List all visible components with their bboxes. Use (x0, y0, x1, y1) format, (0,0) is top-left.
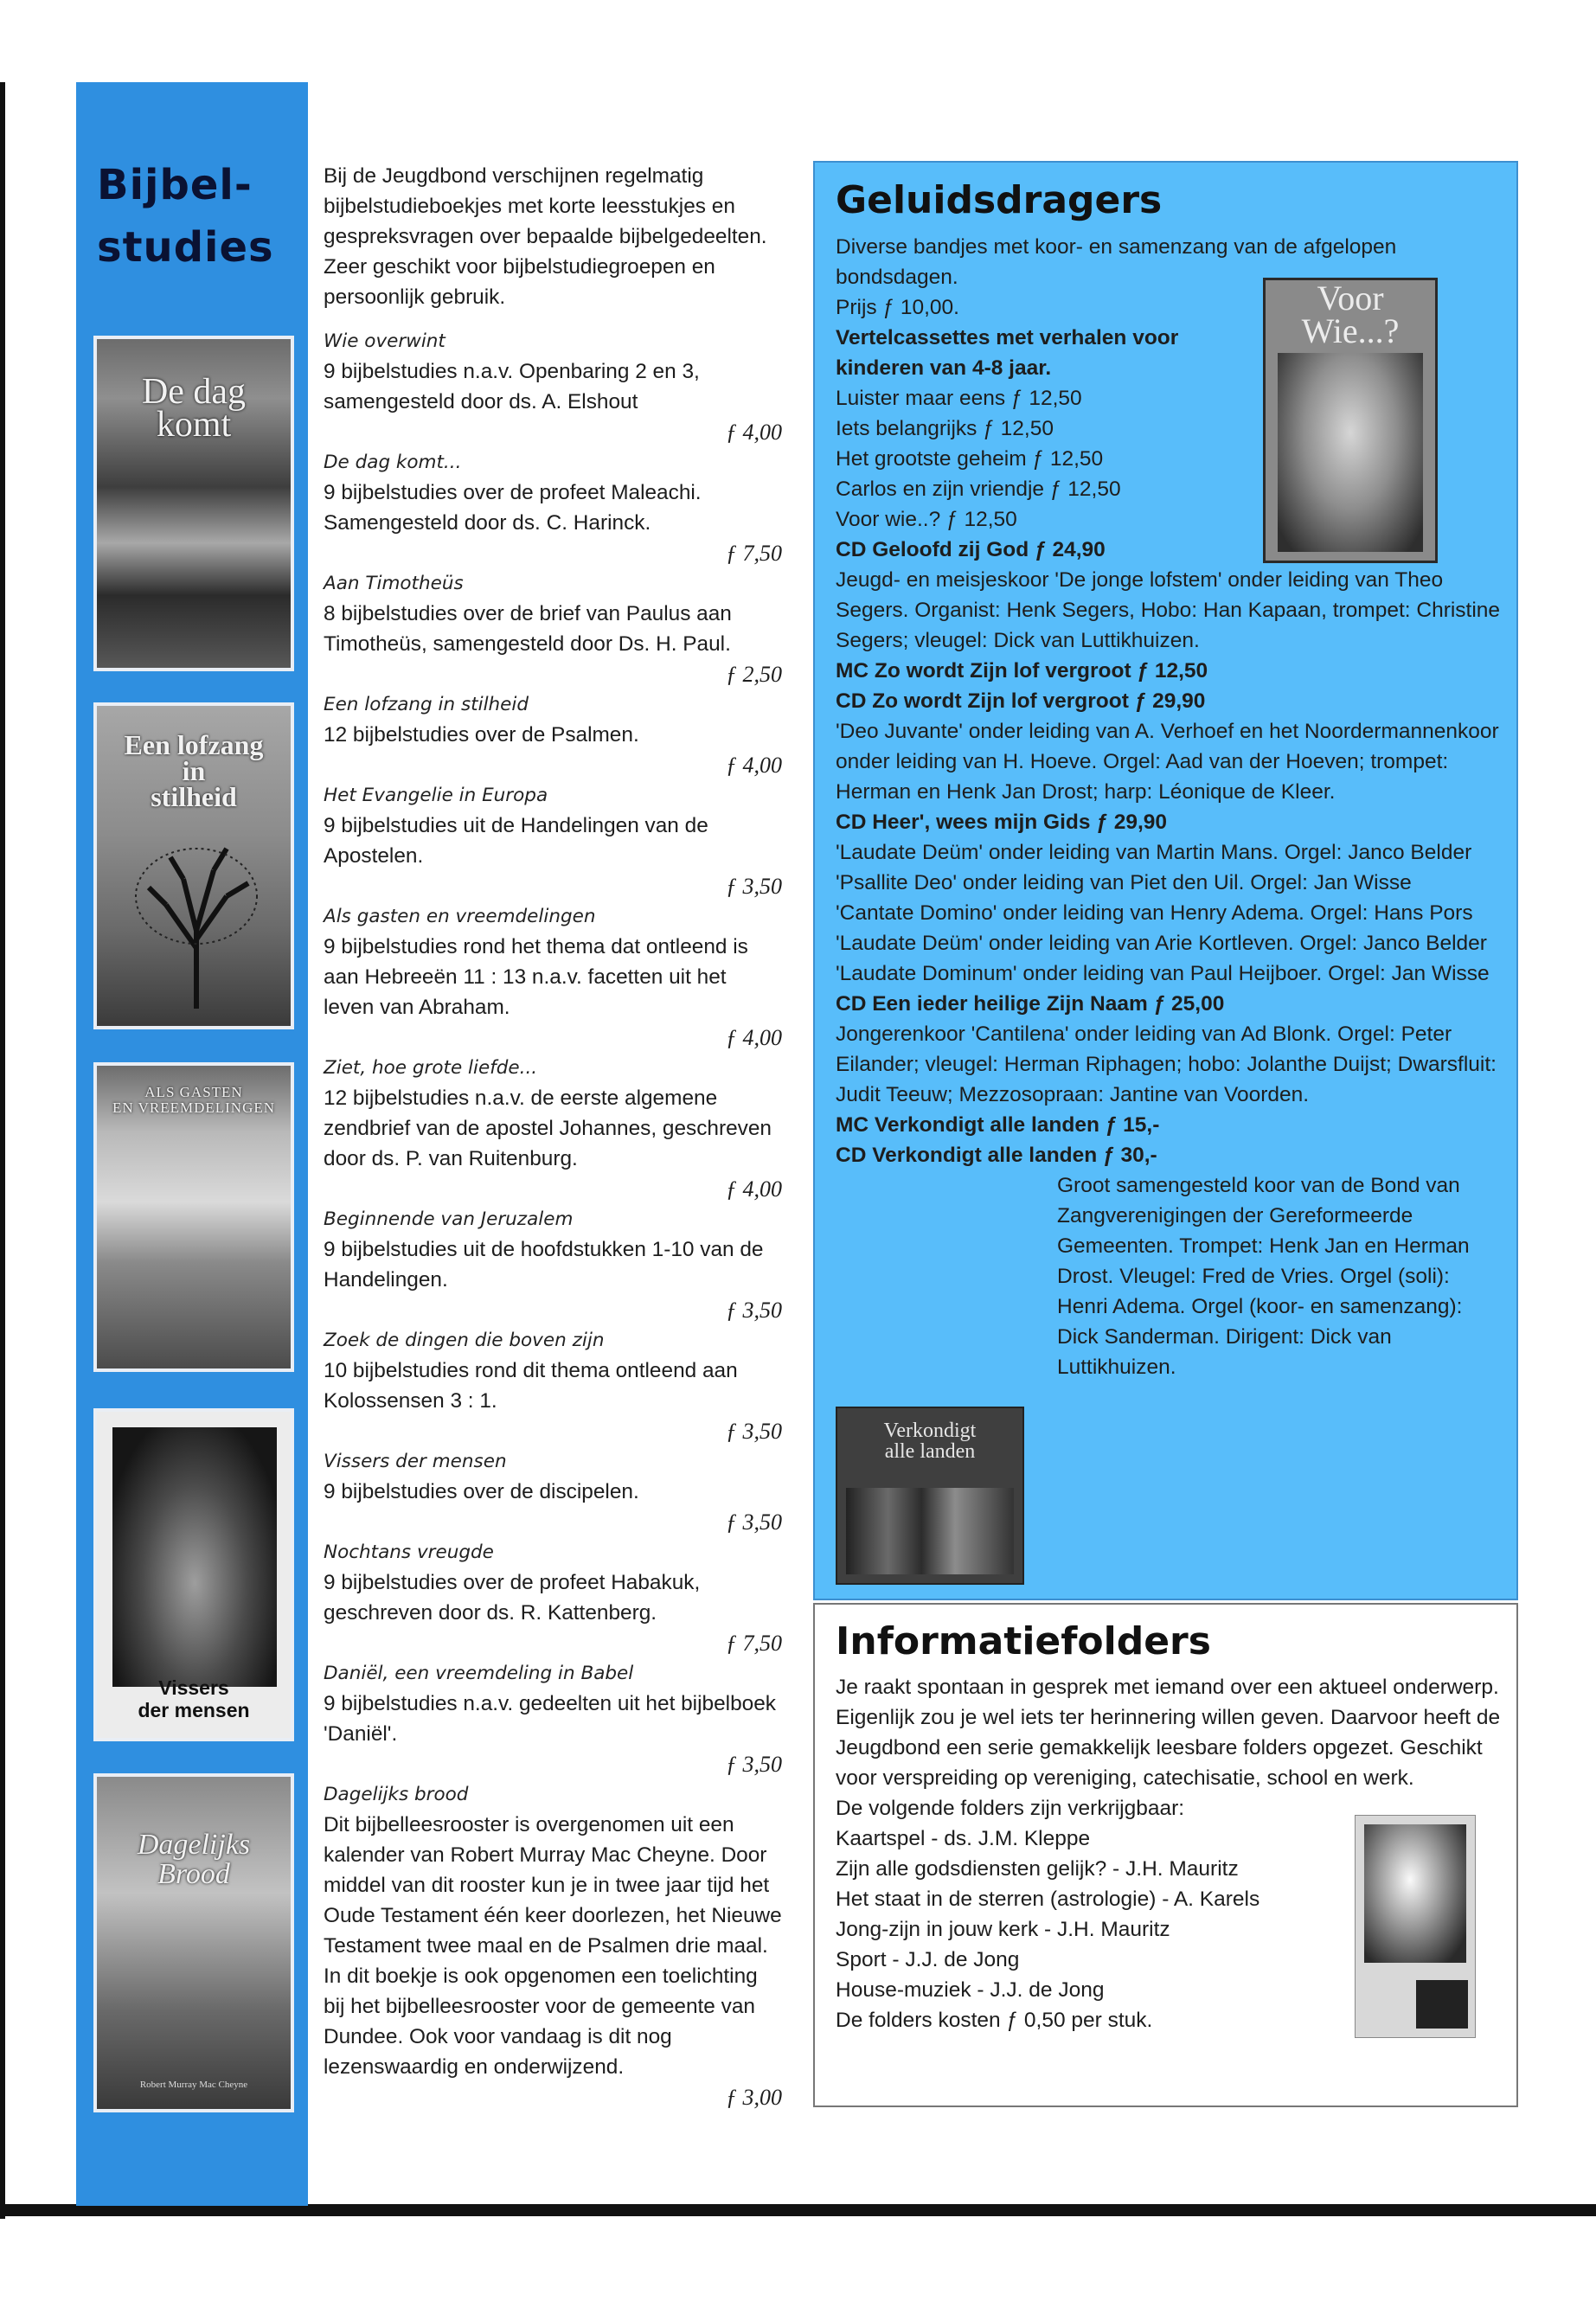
cd-desc: Jeugd- en meisjeskoor 'De jonge lofstem' onder leiding van Theo Segers. Organist: Henk Segers, Hobo: Han Kapaan, trompet: Christine Segers; vleugel: Dick van Luttikhuizen. (836, 568, 1501, 652)
book-desc: Dit bijbelleesrooster is overgenomen uit een kalender van Robert Murray Mac Cheyne. Door middel van dit rooster kun je in twee jaar tijd het Oude Testament één keer doorlezen, het Nieuwe Testament twee maal en de Psalmen drie maal. In dit boekje is ook opgenomen een toelichting bij het bijbelleesrooster voor de gemeente van Dundee. Ook voor vandaag is dit nog lezenswaardig en onderwijzend. (324, 1813, 782, 2079)
book-desc: 9 bijbelstudies uit de Handelingen van de Apostelen. (324, 814, 708, 868)
book-price: ƒ 7,50 (726, 541, 782, 566)
geluidsdragers-box (813, 161, 1518, 1600)
book-desc: 10 bijbelstudies rond dit thema ontleend aan Kolossensen 3 : 1. (324, 1359, 738, 1413)
cover-title: Een lofzang in stilheid (124, 729, 264, 812)
cd-heading: CD Verkondigt alle landen ƒ 30,- (836, 1144, 1157, 1167)
book-desc: 12 bijbelstudies over de Psalmen. (324, 723, 639, 747)
section-title-informatiefolders: Informatiefolders (836, 1619, 1211, 1663)
book-desc: 9 bijbelstudies over de discipelen. (324, 1480, 639, 1503)
cover-author: Robert Murray Mac Cheyne (139, 2080, 248, 2090)
book-title: Een lofzang in stilheid (324, 694, 529, 715)
folder-item: Kaartspel - ds. J.M. Kleppe (836, 1827, 1091, 1850)
cd-desc-line: 'Psallite Deo' onder leiding van Piet den Uil. Orgel: Jan Wisse (836, 871, 1412, 894)
cover-title: Dagelijks Brood (137, 1829, 251, 1890)
book-title: Vissers der mensen (324, 1451, 507, 1472)
folder-item: Zijn alle godsdiensten gelijk? - J.H. Mauritz (836, 1857, 1239, 1881)
cd-desc: Jongerenkoor 'Cantilena' onder leiding van Ad Blonk. Orgel: Peter Eilander; vleugel: Herman Riphagen; hobo: Jolanthe Duijst; Dwarsfluit: Judit Teeuw; Mezzosopraan: Jantine van Voorden. (836, 1022, 1497, 1106)
geluid-intro-price: Prijs ƒ 10,00. (836, 296, 959, 319)
book-price: ƒ 4,00 (726, 753, 782, 778)
book-price: ƒ 4,00 (726, 1176, 782, 1202)
cassettes-heading: Vertelcassettes met verhalen voor kinderen van 4-8 jaar. (836, 326, 1179, 380)
book-price: ƒ 3,50 (726, 1509, 782, 1535)
book-title: Zoek de dingen die boven zijn (324, 1330, 605, 1351)
book-desc: 9 bijbelstudies n.a.v. gedeelten uit het bijbelboek 'Daniël'. (324, 1692, 776, 1746)
section-title-bijbelstudies: Bijbel- studies (97, 161, 274, 272)
cassette-item: Voor wie..? ƒ 12,50 (836, 508, 1017, 531)
folders-cost: De folders kosten ƒ 0,50 per stuk. (836, 2009, 1153, 2032)
cassette-item: Carlos en zijn vriendje ƒ 12,50 (836, 478, 1121, 501)
folders-available: De volgende folders zijn verkrijgbaar: (836, 1797, 1185, 1820)
book-price: ƒ 2,50 (726, 662, 782, 687)
cover-vissers-der-mensen (93, 1408, 294, 1741)
cd-desc-line: 'Cantate Domino' onder leiding van Henry Adema. Orgel: Hans Pors (836, 901, 1473, 925)
cover-verkondigt-alle-landen (836, 1407, 1024, 1585)
book-title: Nochtans vreugde (324, 1541, 494, 1563)
page-edge-bottom (0, 2204, 1596, 2216)
book-desc: 9 bijbelstudies over de profeet Habakuk, geschreven door ds. R. Kattenberg. (324, 1571, 701, 1625)
cd-desc-line: 'Laudate Deüm' onder leiding van Arie Kortleven. Orgel: Janco Belder (836, 932, 1487, 955)
mc-heading: MC Verkondigt alle landen ƒ 15,- (836, 1113, 1160, 1137)
cassette-item: Luister maar eens ƒ 12,50 (836, 387, 1082, 410)
cd-desc-line: 'Laudate Dominum' onder leiding van Paul Heijboer. Orgel: Jan Wisse (836, 962, 1490, 985)
book-title: Dagelijks brood (324, 1784, 469, 1805)
folder-item: Sport - J.J. de Jong (836, 1948, 1020, 1971)
cassette-item: Iets belangrijks ƒ 12,50 (836, 417, 1054, 440)
book-title: Het Evangelie in Europa (324, 785, 548, 806)
tree-icon (131, 836, 261, 1009)
book-title: Beginnende van Jeruzalem (324, 1208, 574, 1230)
cd-desc: Groot samengesteld koor van de Bond van Zangverenigingen der Gereformeerde Gemeenten. Trompet: Henk Jan en Herman Drost. Vleugel: Fred de Vries. Orgel (soli): Henri Adema. Orgel (koor- en samenzang): Dick Sanderman. Dirigent: Dick van Luttikhuizen. (1057, 1174, 1470, 1379)
book-title: Als gasten en vreemdelingen (324, 906, 596, 927)
book-desc: 9 bijbelstudies uit de hoofdstukken 1-10 van de Handelingen. (324, 1238, 764, 1292)
book-title: Ziet, hoe grote liefde... (324, 1057, 538, 1079)
cover-een-lofzang (93, 702, 294, 1029)
cover-title: ALS GASTEN EN VREEMDELINGEN (112, 1084, 276, 1116)
book-desc: 9 bijbelstudies n.a.v. Openbaring 2 en 3, samengesteld door ds. A. Elshout (324, 360, 700, 413)
cover-als-gasten (93, 1062, 294, 1372)
book-title: De dag komt... (324, 452, 462, 473)
page-edge-left (0, 82, 5, 2219)
informatiefolders-box (813, 1603, 1518, 2107)
cover-title: Verkondigt alle landen (883, 1420, 977, 1463)
geluidsdragers-content (836, 175, 1503, 1382)
cd-heading: CD Heer', wees mijn Gids ƒ 29,90 (836, 811, 1168, 834)
book-price: ƒ 3,50 (726, 874, 782, 899)
book-price: ƒ 4,00 (726, 1025, 782, 1050)
section-title-geluidsdragers: Geluidsdragers (836, 178, 1163, 222)
book-title: Wie overwint (324, 330, 445, 352)
book-desc: 9 bijbelstudies over de profeet Maleachi. Samengesteld door ds. C. Harinck. (324, 481, 702, 535)
cassette-item: Het grootste geheim ƒ 12,50 (836, 447, 1104, 471)
folder-item: Het staat in de sterren (astrologie) - A. Karels (836, 1888, 1260, 1911)
cover-dagelijks-brood (93, 1773, 294, 2112)
bijbelstudies-intro: Bij de Jeugdbond verschijnen regelmatig bijbelstudieboekjes met korte leesstukjes en gespreksvragen over bepaalde bijbelgedeelten. Zeer geschikt voor bijbelstudiegroepen en persoonlijk gebruik. (324, 164, 767, 309)
book-title: Daniël, een vreemdeling in Babel (324, 1663, 634, 1684)
informatiefolders-content (836, 1613, 1507, 2035)
book-price: ƒ 7,50 (726, 1631, 782, 1656)
cover-photo (112, 1427, 277, 1687)
cd-heading: CD Een ieder heilige Zijn Naam ƒ 25,00 (836, 992, 1225, 1016)
mc-heading: MC Zo wordt Zijn lof vergroot ƒ 12,50 (836, 659, 1208, 683)
bijbelstudies-column (324, 161, 782, 2112)
book-price: ƒ 3,50 (726, 1298, 782, 1323)
cd-desc-line: 'Laudate Deüm' onder leiding van Martin Mans. Orgel: Janco Belder (836, 841, 1472, 864)
book-desc: 8 bijbelstudies over de brief van Paulus aan Timotheüs, samengesteld door Ds. H. Paul. (324, 602, 732, 656)
cd-heading: CD Geloofd zij God ƒ 24,90 (836, 538, 1106, 561)
cd-desc: 'Deo Juvante' onder leiding van A. Verhoef en het Noordermannenkoor onder leiding van H. Hoeve. Orgel: Aad van der Hoeven; trompet: Herman en Henk Jan Drost; harp: Léonique de Kleer. (836, 720, 1499, 804)
cover-title: De dag komt (141, 372, 247, 445)
book-title: Aan Timotheüs (324, 573, 464, 594)
folder-item: House-muziek - J.J. de Jong (836, 1978, 1105, 2002)
book-price: ƒ 4,00 (726, 420, 782, 445)
book-desc: 9 bijbelstudies rond het thema dat ontleend is aan Hebreeën 11 : 13 n.a.v. facetten uit het leven van Abraham. (324, 935, 748, 1019)
folder-item: Jong-zijn in jouw kerk - J.H. Mauritz (836, 1918, 1170, 1941)
book-price: ƒ 3,50 (726, 1752, 782, 1777)
cover-title: Vissers der mensen (138, 1676, 250, 1721)
geluid-intro: Diverse bandjes met koor- en samenzang van de afgelopen bondsdagen. (836, 235, 1397, 289)
cover-photo (846, 1488, 1014, 1574)
cover-title: Voor Wie...? (1301, 279, 1400, 350)
cd-heading: CD Zo wordt Zijn lof vergroot ƒ 29,90 (836, 689, 1206, 713)
book-desc: 12 bijbelstudies n.a.v. de eerste algemene zendbrief van de apostel Johannes, geschreven door ds. P. van Ruitenburg. (324, 1086, 772, 1170)
folders-intro: Je raakt spontaan in gesprek met iemand over een aktueel onderwerp. Eigenlijk zou je wel iets ter herinnering willen geven. Daarvoor heeft de Jeugdbond een serie gemakkelijk leesbare folders opgezet. Geschikt voor verspreiding op vereniging, catechisatie, school en werk. (836, 1676, 1501, 1790)
book-price: ƒ 3,50 (726, 1419, 782, 1444)
cover-de-dag-komt (93, 336, 294, 671)
book-price: ƒ 3,00 (726, 2085, 782, 2110)
